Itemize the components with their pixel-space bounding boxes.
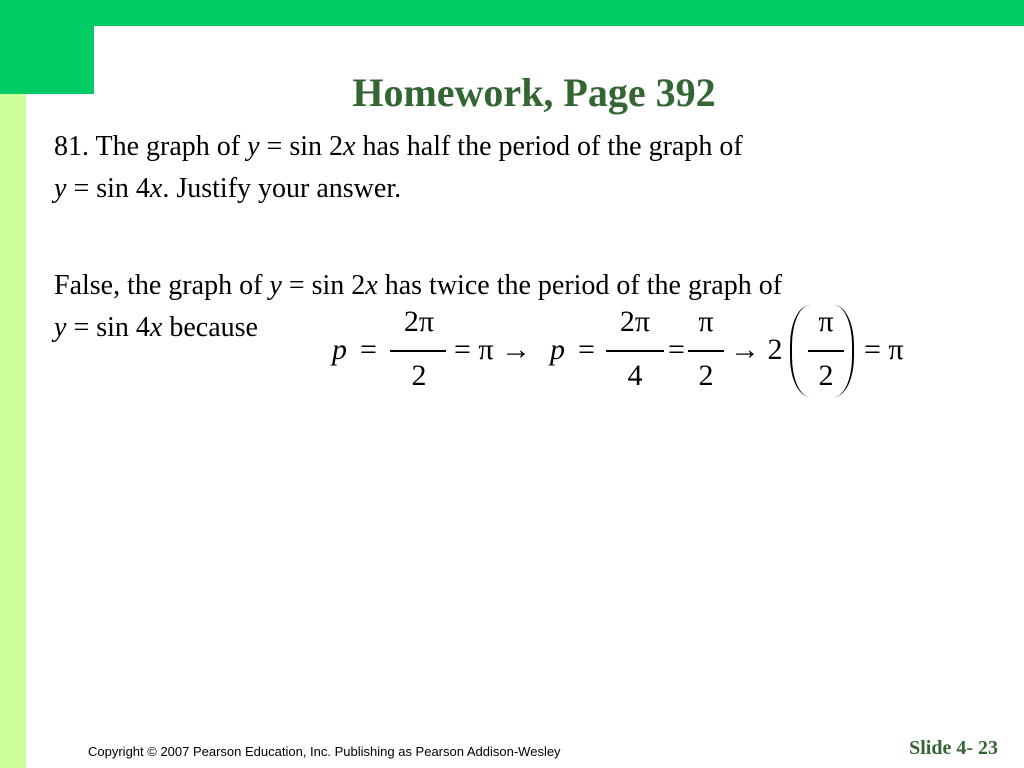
answer-line-1: False, the graph of y = sin 2x has twice the period of the graph of xyxy=(54,270,783,301)
eq-den-1: 2 xyxy=(411,359,427,392)
right-paren xyxy=(834,305,854,397)
eq-frac-bar-3 xyxy=(688,350,724,352)
eq-equals-pi-arrow: = π → xyxy=(454,333,532,366)
answer-line-2: y = sin 4x because xyxy=(54,312,258,343)
eq-equals-4: = xyxy=(668,333,685,366)
eq-den-2: 4 xyxy=(627,359,643,392)
question-text xyxy=(54,126,743,210)
eq-arrow-2: → 2 xyxy=(730,333,783,366)
eq-den-3: 2 xyxy=(698,359,714,392)
eq-frac-bar-1 xyxy=(390,350,446,352)
slide-number: Slide 4- 23 xyxy=(909,737,998,759)
slide-title: Homework, Page 392 xyxy=(352,70,716,115)
left-paren xyxy=(790,305,810,397)
copyright-footer: Copyright © 2007 Pearson Education, Inc. Publishing as Pearson Addison-Wesley xyxy=(88,744,561,759)
question-line-1: 81. The graph of y = sin 2x has half the period of the graph of xyxy=(54,131,743,162)
eq-num-2: 2π xyxy=(619,305,651,338)
eq-p-1: p xyxy=(332,333,347,366)
eq-p-2: p xyxy=(550,333,565,366)
eq-frac-bar-2 xyxy=(606,350,664,352)
top-decor-bar xyxy=(0,0,1024,26)
eq-den-4: 2 xyxy=(818,359,834,392)
eq-num-4: π xyxy=(818,305,834,338)
eq-num-3: π xyxy=(698,305,714,338)
eq-num-1: 2π xyxy=(403,305,435,338)
eq-equals-3: = xyxy=(578,333,595,366)
eq-equals-pi: = π xyxy=(864,333,904,366)
eq-equals-1: = xyxy=(360,333,377,366)
question-line-2: y = sin 4x. Justify your answer. xyxy=(54,173,402,204)
